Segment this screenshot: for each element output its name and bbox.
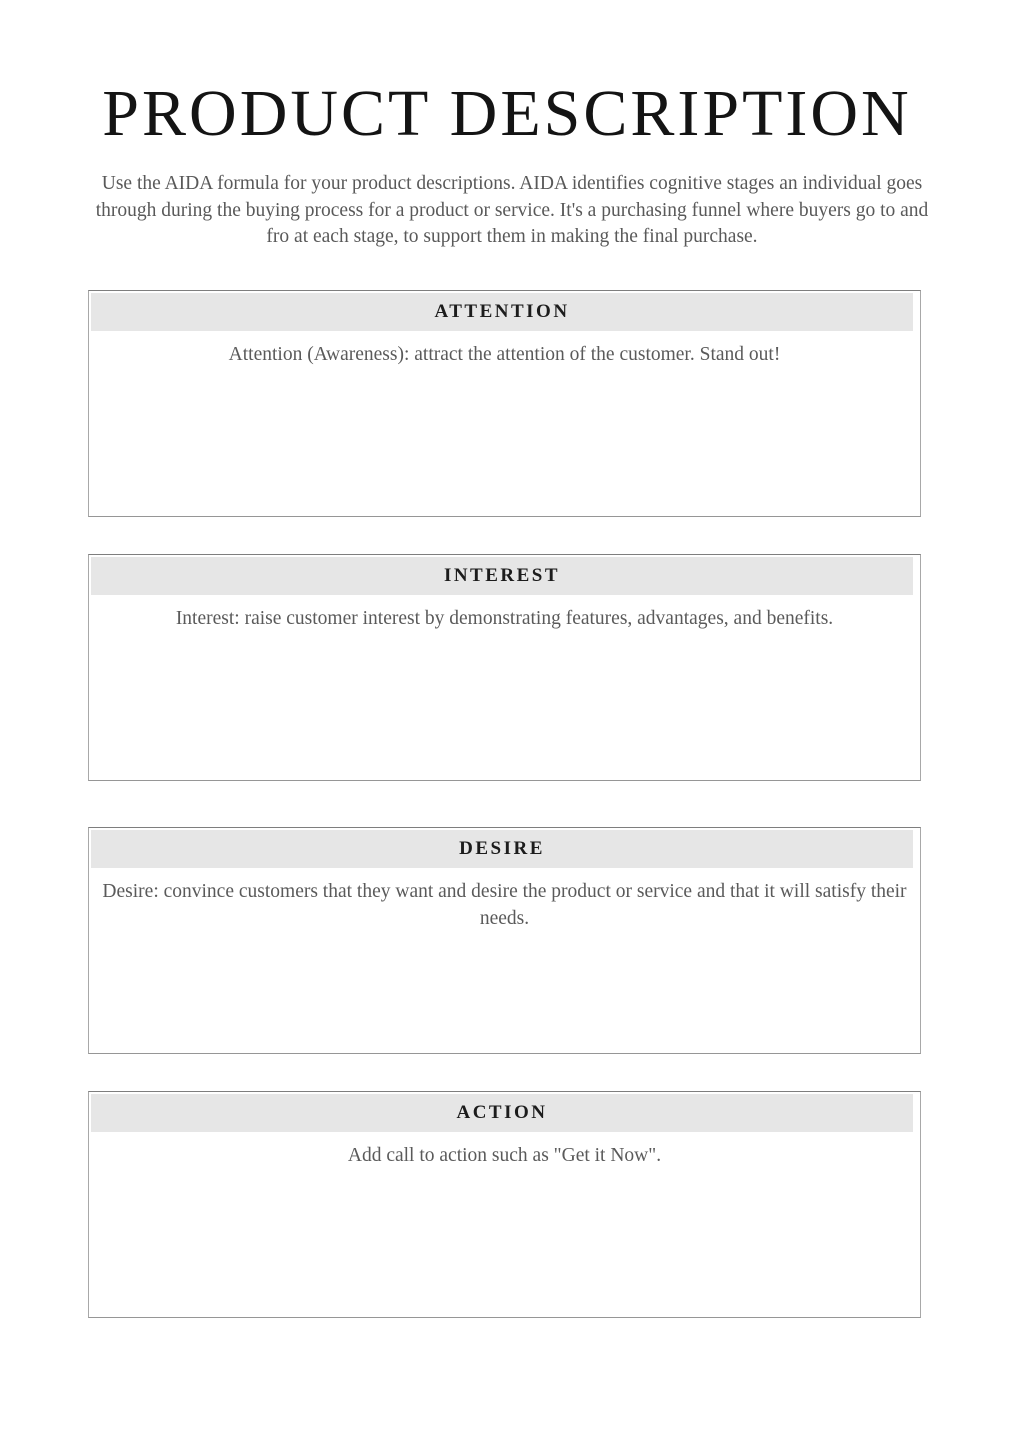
section-desire-label: DESIRE	[459, 838, 545, 859]
attention-entry-area[interactable]	[89, 331, 920, 509]
interest-description: Interest: raise customer interest by demonstrating features, advantages, and benefits.	[175, 608, 834, 629]
section-desire	[88, 827, 921, 1054]
aida-sections	[88, 290, 921, 1355]
section-attention-header	[91, 293, 913, 331]
interest-entry-area[interactable]	[89, 595, 920, 773]
section-action-label: ACTION	[456, 1102, 548, 1123]
section-interest-header	[91, 557, 913, 595]
section-desire-header	[91, 830, 913, 868]
action-description: Add call to action such as "Get it Now".	[347, 1145, 662, 1166]
section-interest	[88, 554, 921, 781]
section-attention-label: ATTENTION	[434, 301, 570, 322]
section-action-header	[91, 1094, 913, 1132]
section-action	[88, 1091, 921, 1318]
section-attention	[88, 290, 921, 517]
attention-description: Attention (Awareness): attract the attention of the customer. Stand out!	[228, 344, 781, 365]
section-interest-label: INTEREST	[443, 565, 561, 586]
page-title: PRODUCT DESCRIPTION	[102, 77, 912, 150]
desire-description: Desire: convince customers that they want and desire the product or service and that it will satisfy their needs.	[102, 881, 907, 929]
desire-entry-area[interactable]	[89, 868, 920, 1046]
intro-paragraph: Use the AIDA formula for your product descriptions. AIDA identifies cognitive stages an individual goes through during the buying process for a product or service. It's a purchasing funnel where buyers go to and fro at each stage, to support them in making the final purchase.	[95, 173, 929, 247]
action-entry-area[interactable]	[89, 1132, 920, 1310]
